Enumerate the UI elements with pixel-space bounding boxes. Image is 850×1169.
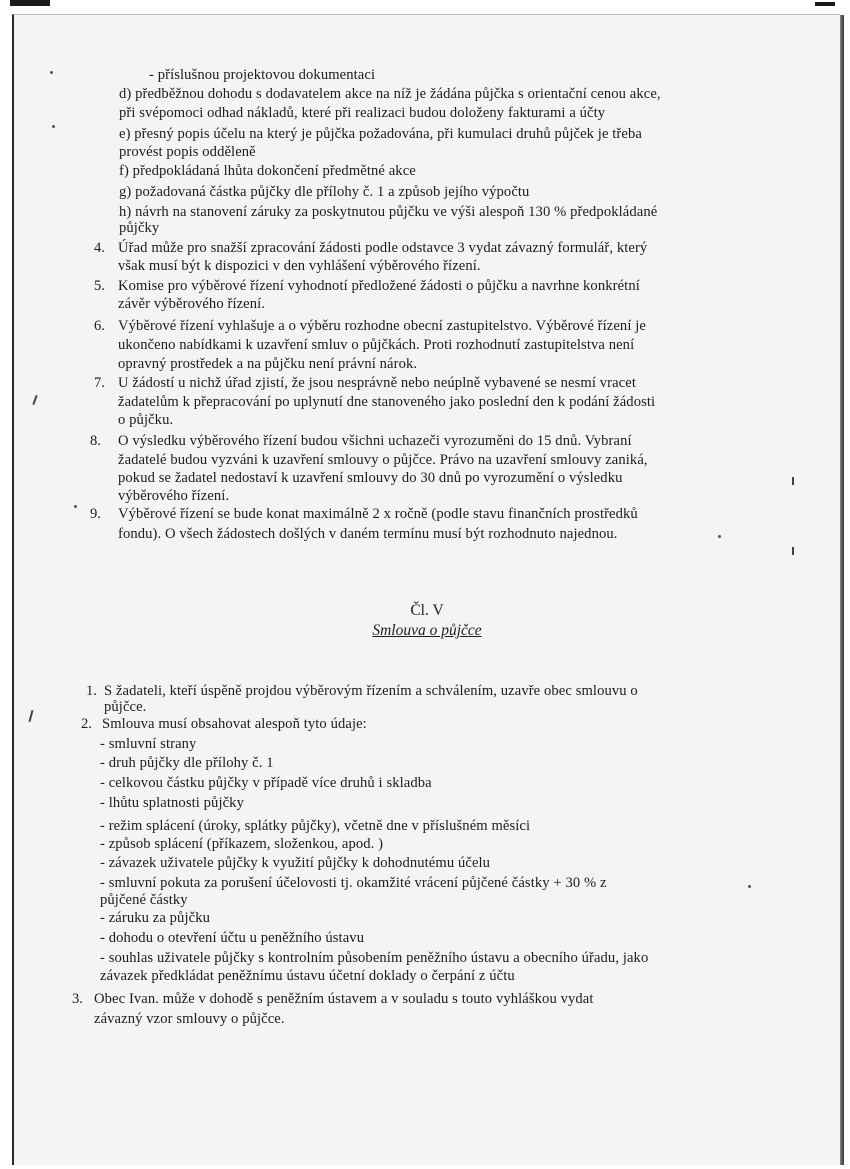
list-item: - celkovou částku půjčky v případě více druhů i skladba	[100, 775, 432, 791]
list-item: - režim splácení (úroky, splátky půjčky), včetně dne v příslušném měsíci	[100, 818, 531, 834]
scan-mark	[28, 710, 33, 722]
text-line: U žádostí u nichž úřad zjistí, že jsou nesprávně nebo neúplně vybavené se nesmí vracet	[118, 375, 636, 391]
text-line: závěr výběrového řízení.	[118, 296, 266, 312]
list-item: - lhůtu splatnosti půjčky	[100, 795, 244, 811]
list-item: - souhlas uživatele půjčky s kontrolním působením peněžního ústavu a obecního úřadu, jako	[100, 950, 649, 966]
text-line: Úřad může pro snažší zpracování žádosti podle odstavce 3 vydat závazný formulář, který	[118, 240, 648, 256]
list-item: závazek předkládat peněžnímu ústavu účetní doklady o čerpání z účtu	[100, 968, 515, 984]
text-line: Smlouva musí obsahovat alespoň tyto údaje:	[102, 716, 367, 732]
list-item: půjčené částky	[100, 892, 188, 908]
section-title: Čl. V	[410, 602, 444, 619]
text-line: S žadateli, kteří úspěně projdou výběrovým řízením a schválením, uzavře obec smlouvu o	[104, 683, 638, 699]
text-line: o půjčku.	[118, 412, 174, 428]
text-line: - příslušnou projektovou dokumentaci	[149, 67, 376, 83]
scan-speck	[74, 505, 77, 508]
text-line: opravný prostředek a na půjčku není právní nárok.	[118, 356, 418, 372]
text-line: při svépomoci odhad nákladů, které při realizaci budou doloženy fakturami a účty	[119, 105, 606, 121]
document-page	[12, 14, 840, 1165]
text-line: výběrového řízení.	[118, 488, 230, 504]
scan-mark	[792, 477, 794, 485]
list-item: - smluvní pokuta za porušení účelovosti tj. okamžité vrácení půjčené částky + 30 % z	[100, 875, 607, 891]
scan-mark	[32, 395, 37, 405]
text-line: Obec Ivan. může v dohodě s peněžním ústavem a v souladu s touto vyhláškou vydat	[94, 991, 594, 1007]
text-line: d) předběžnou dohodu s dodavatelem akce na níž je žádána půjčka s orientační cenou akce,	[119, 86, 661, 102]
item-number: 4.	[94, 240, 105, 256]
text-line: h) návrh na stanovení záruky za poskytnutou půjčku ve výši alespoň 130 % předpokládané	[119, 204, 658, 220]
item-number: 2.	[81, 716, 92, 732]
text-line: f) předpokládaná lhůta dokončení předmětné akce	[119, 163, 416, 179]
text-line: Komise pro výběrové řízení vyhodnotí předložené žádosti o půjčku a navrhne konkrétní	[118, 278, 640, 294]
text-line: O výsledku výběrového řízení budou všichni uchazeči vyrozuměni do 15 dnů. Vybraní	[118, 433, 632, 449]
text-line: Výběrové řízení vyhlašuje a o výběru rozhodne obecní zastupitelstvo. Výběrové řízení je	[118, 318, 646, 334]
list-item: - způsob splácení (příkazem, složenkou, apod. )	[100, 836, 384, 852]
scan-top-edge	[10, 0, 50, 6]
text-line: závazný vzor smlouvy o půjčce.	[94, 1011, 285, 1027]
scan-speck	[718, 535, 721, 538]
section-subtitle	[14, 622, 840, 640]
item-number: 8.	[90, 433, 101, 449]
text-line: e) přesný popis účelu na který je půjčka požadována, při kumulaci druhů půjček je třeba	[119, 126, 642, 142]
scan-speck	[50, 71, 53, 74]
item-number: 3.	[72, 991, 83, 1007]
text-line: žadatelé budou vyzváni k uzavření smlouvy o půjčce. Právo na uzavření smlouvy zaniká,	[118, 452, 648, 468]
text-line: g) požadovaná částka půjčky dle přílohy č. 1 a způsob jejího výpočtu	[119, 184, 530, 200]
text-line: půjčce.	[104, 699, 147, 715]
item-number: 6.	[94, 318, 105, 334]
list-item: - záruku za půjčku	[100, 910, 210, 926]
section-subtitle-text: Smlouva o půjčce	[372, 622, 482, 639]
item-number: 7.	[94, 375, 105, 391]
scan-speck	[52, 125, 55, 128]
list-item: - druh půjčky dle přílohy č. 1	[100, 755, 274, 771]
item-number: 9.	[90, 506, 101, 522]
text-line: fondu). O všech žádostech došlých v daném termínu musí být rozhodnuto najednou.	[118, 526, 618, 542]
text-line: půjčky	[119, 220, 160, 236]
scan-top-edge	[815, 2, 835, 6]
text-line: žadatelům k přepracování po uplynutí dne stanoveného jako poslední den k podání žádosti	[118, 394, 656, 410]
list-item: - smluvní strany	[100, 736, 197, 752]
list-item: - závazek uživatele půjčky k využití půjčky k dohodnutému účelu	[100, 855, 491, 871]
text-line: však musí být k dispozici v den vyhlášení výběrového řízení.	[118, 258, 481, 274]
list-item: - dohodu o otevření účtu u peněžního ústavu	[100, 930, 365, 946]
text-line: ukončeno nabídkami k uzavření smluv o půjčkách. Proti rozhodnutí zastupitelstva není	[118, 337, 635, 353]
text-line: pokud se žadatel nedostaví k uzavření smlouvy do 30 dnů po vyrozumění o výsledku	[118, 470, 623, 486]
item-number: 1.	[86, 683, 97, 699]
scan-mark	[792, 547, 794, 555]
scan-speck	[748, 885, 751, 888]
item-number: 5.	[94, 278, 105, 294]
text-line: provést popis odděleně	[119, 144, 256, 160]
text-line: Výběrové řízení se bude konat maximálně 2 x ročně (podle stavu finančních prostředků	[118, 506, 638, 522]
